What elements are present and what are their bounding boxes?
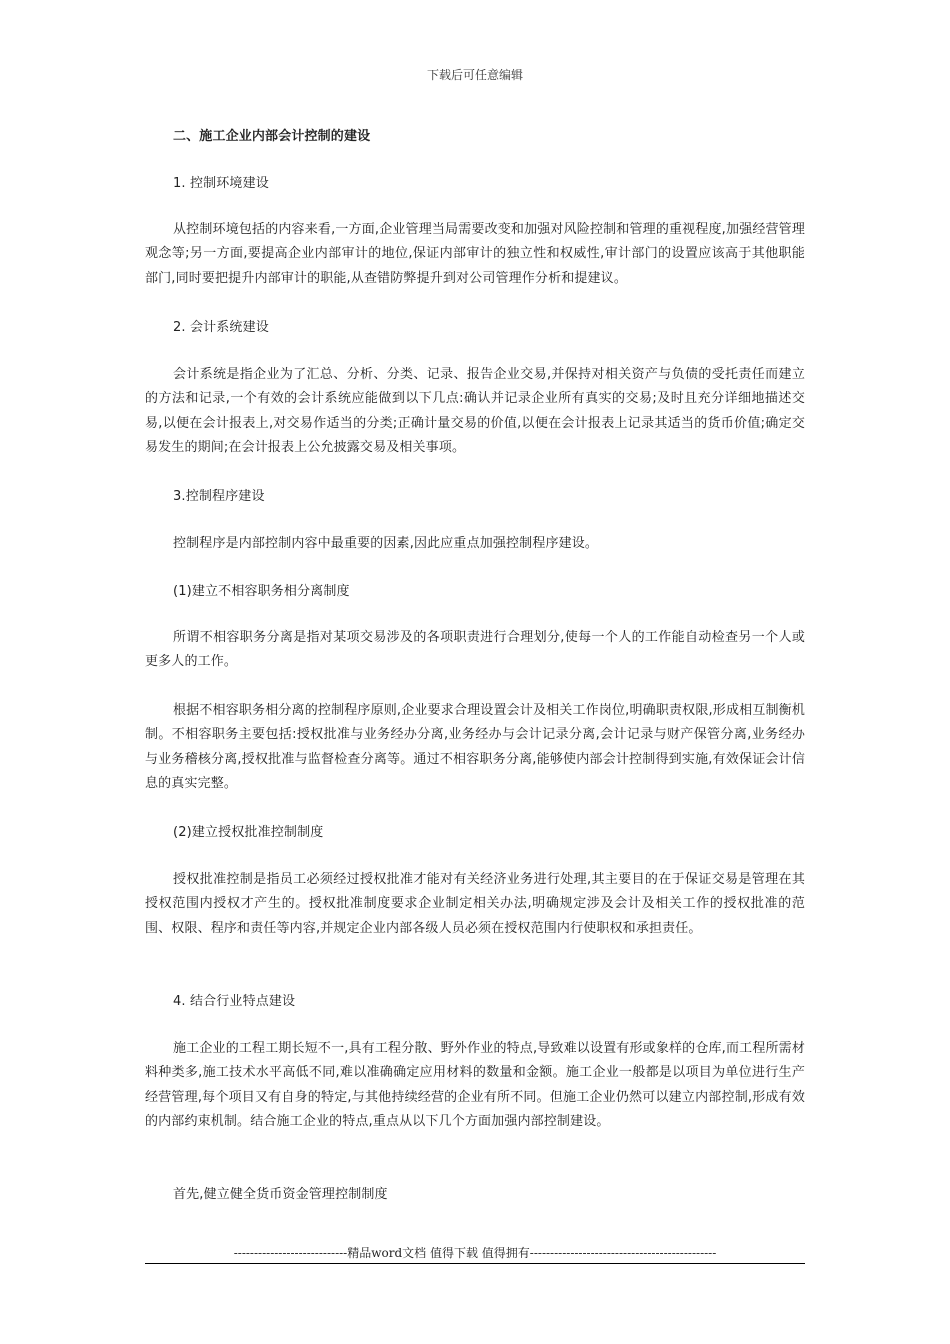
heading-control-procedures: 3.控制程序建设 [173,489,265,504]
paragraph-control-procedures: 控制程序是内部控制内容中最重要的因素,因此应重点加强控制程序建设。 [173,536,599,551]
heading-control-environment: 1. 控制环境建设 [173,176,269,191]
paragraph-authorization-approval: 授权批准控制是指员工必须经过授权批准才能对有关经济业务进行处理,其主要目的在于保证交易是管理在其授权范围内授权才产生的。授权批准制度要求企业制定相关办法,明确规定涉及会计及相关工作的授权批准的范围、权限、程序和责任等内容,并规定企业内部各级人员必须在授权范围内行使职权和承担责任。 [145,872,805,936]
section-title: 二、施工企业内部会计控制的建设 [173,129,371,144]
paragraph-control-environment: 从控制环境包括的内容来看,一方面,企业管理当局需要改变和加强对风险控制和管理的重视程度,加强经营管理观念等;另一方面,要提高企业内部审计的地位,保证内部审计的独立性和权威性,审计部门的设置应该高于其他职能部门,同时要把提升内部审计的职能,从查错防弊提升到对公司管理作分析和提建议。 [145,222,805,286]
heading-accounting-system: 2. 会计系统建设 [173,320,269,335]
footer-divider [145,1263,805,1264]
paragraph-accounting-system: 会计系统是指企业为了汇总、分析、分类、记录、报告企业交易,并保持对相关资产与负债的受托责任而建立的方法和记录,一个有效的会计系统应能做到以下几点:确认并记录企业所有真实的交易;及时且充分详细地描述交易,以便在会计报表上,对交易作适当的分类;正确计量交易的价值,以便在会计报表上记录其适当的货币价值;确定交易发生的期间;在会计报表上公允披露交易及相关事项。 [145,367,805,455]
page-footer: ----------------------------精品word文档 值得下载 值得拥有---------------------------------------------- [233,1246,717,1260]
paragraph-industry-features: 施工企业的工程工期长短不一,具有工程分散、野外作业的特点,导致难以设置有形或象样的仓库,而工程所需材料种类多,施工技术水平高低不同,难以准确确定应用材料的数量和金额。施工企业一般都是以项目为单位进行生产经营管理,每个项目又有自身的特定,与其他持续经营的企业有所不同。但施工企业仍然可以建立内部控制,形成有效的内部约束机制。结合施工企业的特点,重点从以下几个方面加强内部控制建设。 [145,1041,805,1129]
paragraph-first-step: 首先,健立健全货币资金管理控制制度 [173,1187,388,1202]
page-header: 下载后可任意编辑 [426,68,523,82]
paragraph-incompatible-duties-definition: 所谓不相容职务分离是指对某项交易涉及的各项职责进行合理划分,使每一个人的工作能自动检查另一个人或更多人的工作。 [145,630,805,670]
heading-authorization-approval: (2)建立授权批准控制制度 [173,825,324,840]
heading-industry-features: 4. 结合行业特点建设 [173,994,296,1009]
heading-incompatible-duties: (1)建立不相容职务相分离制度 [173,584,350,599]
paragraph-incompatible-duties-principle: 根据不相容职务相分离的控制程序原则,企业要求合理设置会计及相关工作岗位,明确职责权限,形成相互制衡机制。不相容职务主要包括:授权批准与业务经办分离,业务经办与会计记录分离,会计记录与财产保管分离,业务经办与业务稽核分离,授权批准与监督检查分离等。通过不相容职务分离,能够使内部会计控制得到实施,有效保证会计信息的真实完整。 [145,703,805,791]
